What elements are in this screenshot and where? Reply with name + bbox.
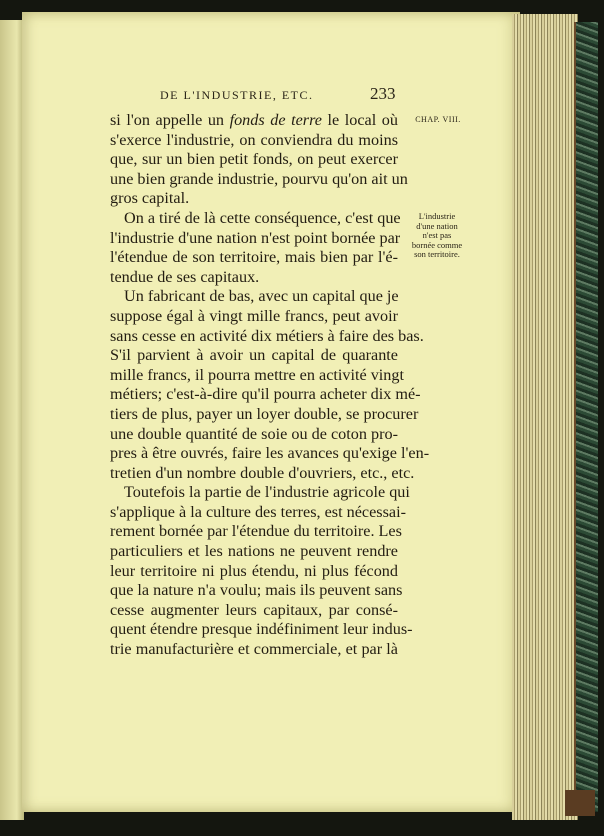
italic-term: fonds de terre [229,111,322,129]
facing-page-edge [0,20,24,820]
text-line: une double quantité de soie ou de coton pro- [110,424,398,443]
text-line: tendue de ses capitaux. [110,267,260,286]
text-line [110,111,398,131]
text-line: Un fabricant de bas, avec un capital que je [124,287,399,306]
text-span: si l'on appelle un [110,111,230,129]
text-line: On a tiré de là cette conséquence, c'est que [124,208,401,227]
text-line: s'applique à la culture des terres, est nécessai- [110,502,406,521]
text-line: S'il parvient à avoir un capital de quarante [110,346,398,365]
margin-note-line: L'industrie [418,211,456,221]
text-line: que, sur un bien petit fonds, on peut exercer [110,150,398,169]
text-line: suppose égal à vingt mille francs, peut avoir [110,306,398,325]
page-edges [512,14,578,820]
text-line: mille francs, il pourra mettre en activité vingt [110,365,404,384]
text-span: le local où [321,111,398,129]
text-line: cesse augmenter leurs capitaux, par consé- [110,600,398,619]
chapter-margin-label: CHAP. VIII. [415,115,461,124]
text-line: tiers de plus, payer un loyer double, se procurer [110,404,419,423]
text-line: particuliers et les nations ne peuvent rendre [110,542,398,561]
page-number: 233 [370,84,396,103]
running-title: DE L'INDUSTRIE, ETC. [160,88,314,102]
text-line: Toutefois la partie de l'industrie agricole qui [124,483,410,502]
margin-note-line: n'est pas [422,230,452,240]
text-line: une bien grande industrie, pourvu qu'on ait un [110,169,408,188]
text-line: trie manufacturière et commerciale, et par là [110,640,398,659]
body-text [110,111,430,660]
margin-note-line: son territoire. [414,249,460,259]
margin-note-line: d'une nation [416,220,458,231]
text-line: s'exerce l'industrie, on conviendra du moins [110,130,398,149]
text-line: quent étendre presque indéfiniment leur indus- [110,620,413,639]
marbled-cover-board [574,22,598,812]
margin-note-line: bornée comme [411,239,463,250]
leather-corner [565,790,595,816]
text-line: leur territoire ni plus étendu, ni plus fécond [110,561,398,580]
text-line: rement bornée par l'étendue du territoire. Les [110,522,402,541]
text-line: pres à être ouvrés, faire les avances qu'exige l'en- [110,444,430,463]
text-line: gros capital. [110,189,190,208]
text-line: tretien d'un nombre double d'ouvriers, etc., etc. [110,463,415,482]
margin-note [401,212,473,260]
text-line: l'étendue de son territoire, mais bien par l'é- [110,248,398,267]
text-line: sans cesse en activité dix métiers à faire des bas. [110,326,424,345]
text-line: l'industrie d'une nation n'est point bornée par [110,228,401,247]
text-line: que la nature n'a voulu; mais ils peuvent sans [110,581,403,600]
text-line: métiers; c'est-à-dire qu'il pourra acheter dix mé- [110,385,421,404]
